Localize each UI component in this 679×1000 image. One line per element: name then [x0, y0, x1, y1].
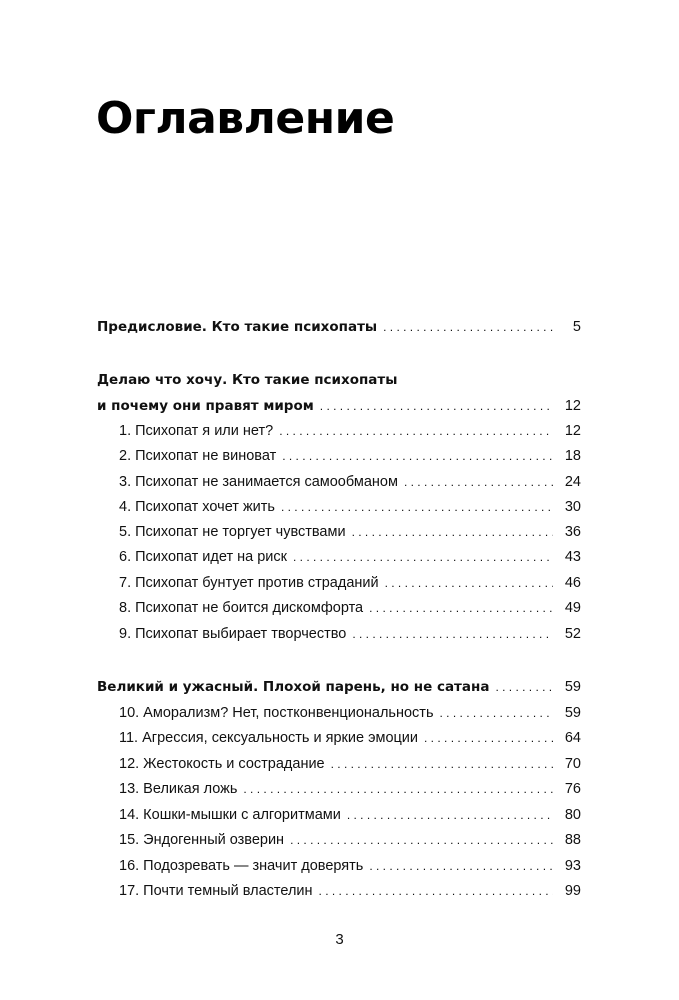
toc-entry-page: 80: [564, 807, 581, 823]
dot-leader: [290, 830, 553, 850]
toc-entry-label: 11. Агрессия, сексуальность и яркие эмоции: [119, 730, 419, 746]
dot-leader: [440, 703, 553, 723]
toc-entry-label: 1. Психопат я или нет?: [119, 423, 274, 439]
dot-leader: [320, 396, 553, 416]
toc-entry-label: 4. Психопат хочет жить: [119, 499, 275, 515]
toc-entry-page: 59: [564, 705, 581, 721]
toc-entry-page: 70: [564, 756, 581, 772]
toc-chapter-8[interactable]: [119, 598, 581, 618]
dot-leader: [383, 317, 553, 337]
toc-entry-label: 12. Жестокость и сострадание: [119, 756, 325, 772]
dot-leader: [369, 598, 553, 618]
dot-leader: [319, 881, 553, 901]
toc-chapter-4[interactable]: [119, 497, 581, 517]
dot-leader: [385, 573, 553, 593]
dot-leader: [404, 472, 553, 492]
toc-entry-label: 13. Великая ложь: [119, 781, 238, 797]
toc-chapter-15[interactable]: [119, 830, 581, 850]
toc-entry-page: 5: [572, 319, 581, 335]
dot-leader: [352, 624, 553, 644]
dot-leader: [281, 497, 553, 517]
toc-entry-label: 5. Психопат не торгует чувствами: [119, 524, 346, 540]
toc-entry-label: 8. Психопат не боится дискомфорта: [119, 600, 364, 616]
toc-chapter-11[interactable]: [119, 728, 581, 748]
toc-entry-label: 2. Психопат не виноват: [119, 448, 277, 464]
toc-chapter-16[interactable]: [119, 856, 581, 876]
dot-leader: [293, 547, 553, 567]
page-number: 3: [335, 931, 344, 948]
toc-entry-part1[interactable]: [97, 396, 581, 416]
toc-entry-page: 30: [564, 499, 581, 515]
toc-chapter-10[interactable]: [119, 703, 581, 723]
toc-part1-heading-line1[interactable]: Делаю что хочу. Кто такие психопаты: [97, 372, 398, 388]
toc-entry-page: 88: [564, 832, 581, 848]
dot-leader: [369, 856, 553, 876]
dot-leader: [347, 805, 553, 825]
toc-chapter-9[interactable]: [119, 624, 581, 644]
toc-entry-label: 17. Почти темный властелин: [119, 883, 313, 899]
toc-entry-label: Предисловие. Кто такие психопаты: [97, 319, 378, 335]
dot-leader: [243, 779, 553, 799]
toc-entry-page: 64: [564, 730, 581, 746]
toc-entry-page: 49: [564, 600, 581, 616]
toc-entry-label: 10. Аморализм? Нет, постконвенциональность: [119, 705, 434, 721]
dot-leader: [352, 522, 553, 542]
toc-entry-label: 15. Эндогенный озверин: [119, 832, 285, 848]
toc-entry-label: 7. Психопат бунтует против страданий: [119, 575, 379, 591]
toc-entry-label: 14. Кошки-мышки с алгоритмами: [119, 807, 341, 823]
toc-chapter-1[interactable]: [119, 421, 581, 441]
page-title: Оглавление: [96, 93, 395, 144]
toc-chapter-13[interactable]: [119, 779, 581, 799]
toc-chapter-12[interactable]: [119, 754, 581, 774]
toc-entry-label: 6. Психопат идет на риск: [119, 549, 287, 565]
dot-leader: [331, 754, 553, 774]
toc-entry-page: 76: [564, 781, 581, 797]
toc-entry-page: 99: [564, 883, 581, 899]
toc-entry-page: 12: [564, 398, 581, 414]
toc-entry-label: 3. Психопат не занимается самообманом: [119, 474, 398, 490]
toc-entry-part2[interactable]: [97, 677, 581, 697]
toc-entry-page: 43: [564, 549, 581, 565]
toc-chapter-6[interactable]: [119, 547, 581, 567]
toc-entry-label: и почему они правят миром: [97, 398, 314, 414]
toc-entry-foreword[interactable]: [97, 317, 581, 337]
toc-chapter-3[interactable]: [119, 472, 581, 492]
toc-chapter-7[interactable]: [119, 573, 581, 593]
toc-entry-page: 12: [564, 423, 581, 439]
dot-leader: [424, 728, 553, 748]
toc-entry-label: Великий и ужасный. Плохой парень, но не сатана: [97, 679, 490, 695]
toc-entry-page: 36: [564, 524, 581, 540]
toc-entry-page: 52: [564, 626, 581, 642]
toc-chapter-14[interactable]: [119, 805, 581, 825]
toc-entry-page: 46: [564, 575, 581, 591]
toc-entry-page: 93: [564, 858, 581, 874]
toc-chapter-2[interactable]: [119, 446, 581, 466]
toc-chapter-17[interactable]: [119, 881, 581, 901]
toc-entry-label: 16. Подозревать — значит доверять: [119, 858, 364, 874]
dot-leader: [495, 677, 553, 697]
dot-leader: [279, 421, 553, 441]
toc-entry-page: 24: [564, 474, 581, 490]
toc-entry-page: 59: [564, 679, 581, 695]
toc-entry-label: 9. Психопат выбирает творчество: [119, 626, 347, 642]
toc-entry-page: 18: [564, 448, 581, 464]
dot-leader: [282, 446, 553, 466]
toc-chapter-5[interactable]: [119, 522, 581, 542]
